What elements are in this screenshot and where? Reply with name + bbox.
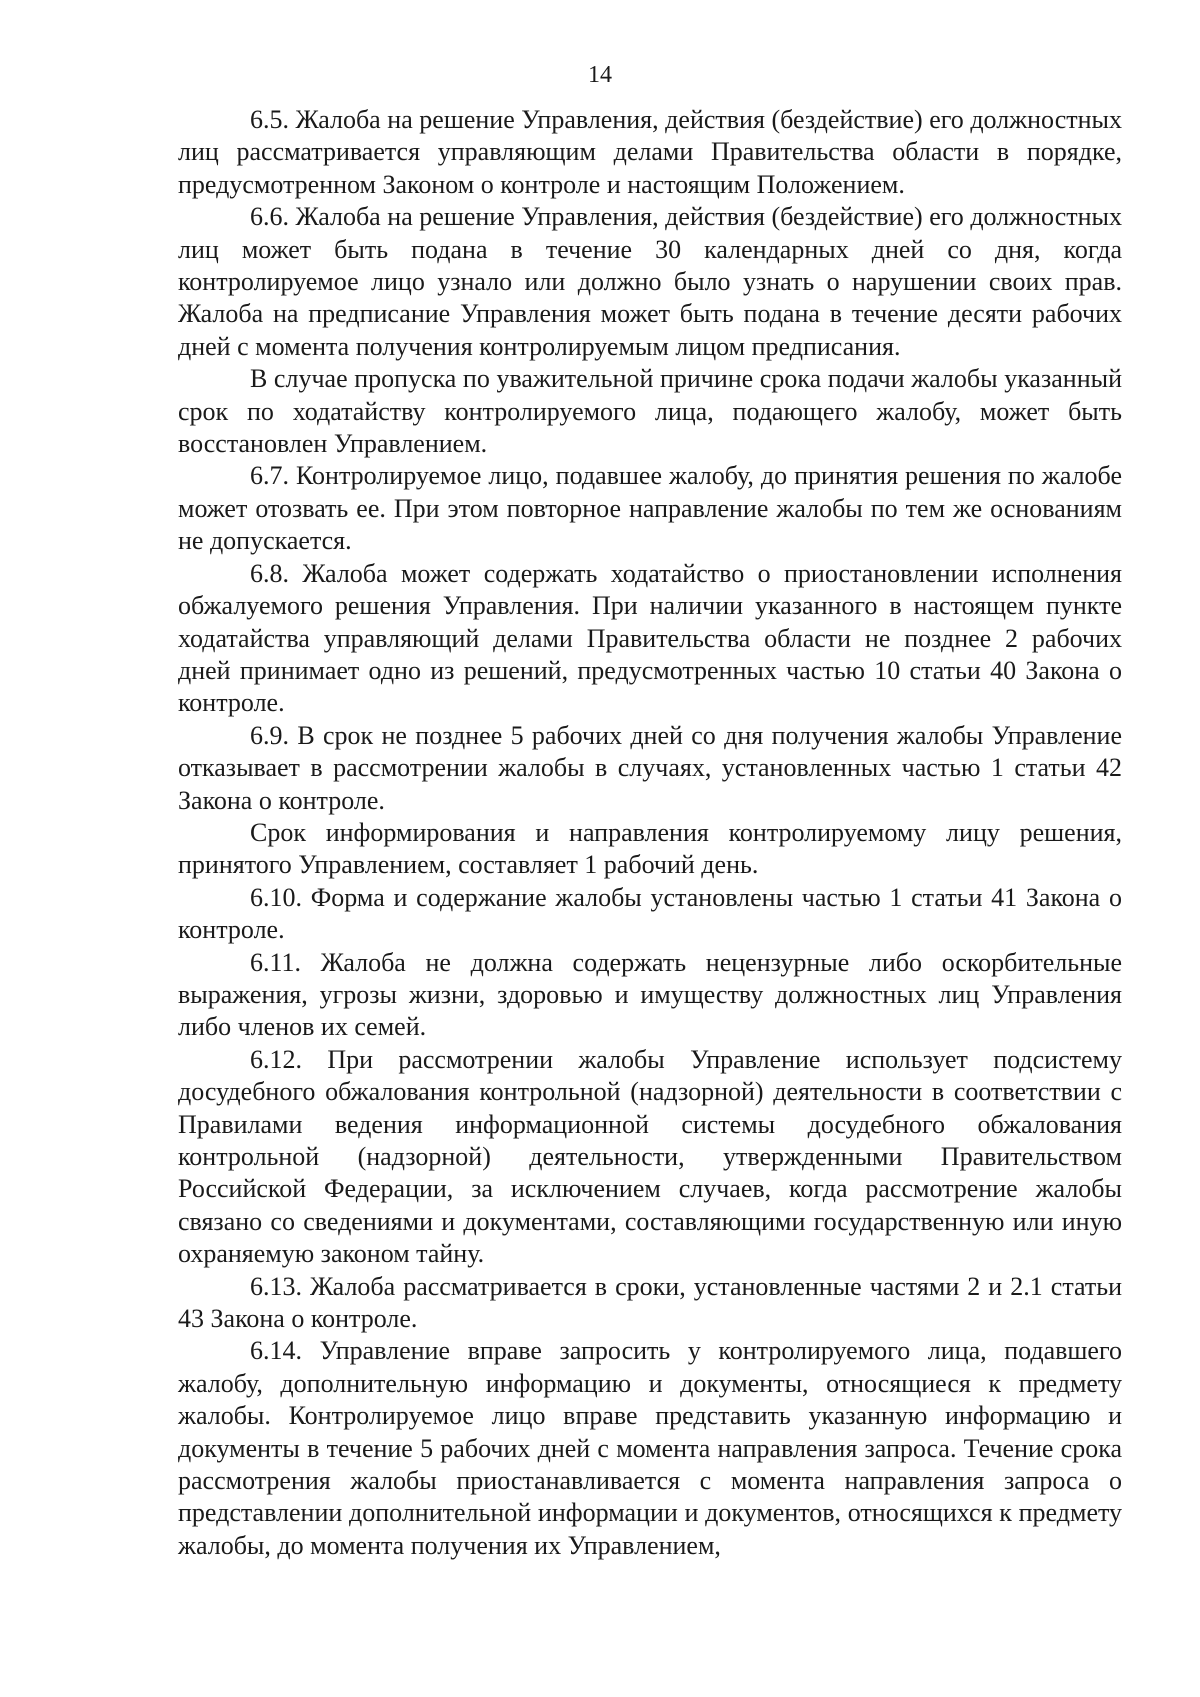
paragraph-6-6-restoration: В случае пропуска по уважительной причине срока подачи жалобы указанный срок по ходатайству контролируемого лица, подающего жалобу, может быть восстановлен Управлением. <box>178 364 1122 459</box>
paragraph-6-6: 6.6. Жалоба на решение Управления, действия (бездействие) его должностных лиц может быть подана в течение 30 календарных дней со дня, когда контролируемое лицо узнало или должно было узнать о нарушении своих прав. Жалоба на предписание Управления может быть подана в течение десяти рабочих дней с момента получения контролируемым лицом предписания. <box>178 202 1122 361</box>
paragraph-6-9: 6.9. В срок не позднее 5 рабочих дней со дня получения жалобы Управление отказывает в рассмотрении жалобы в случаях, установленных частью 1 статьи 42 Закона о контроле. <box>178 720 1122 815</box>
paragraph-6-5: 6.5. Жалоба на решение Управления, действия (бездействие) его должностных лиц рассматривается управляющим делами Правительства области в порядке, предусмотренном Законом о контроле и настоящим Положением. <box>178 105 1122 199</box>
paragraph-6-12: 6.12. При рассмотрении жалобы Управление использует подсистему досудебного обжалования контрольной (надзорной) деятельности в соответствии с Правилами ведения информационной системы досудебного обжалования контрольной (надзорной) деятельности, утвержденными Правительством Российской Федерации, за исключением случаев, когда рассмотрение жалобы связано со сведениями и документами, составляющими государственную или иную охраняемую законом тайну. <box>178 1044 1122 1269</box>
paragraph-6-13: 6.13. Жалоба рассматривается в сроки, установленные частями 2 и 2.1 статьи 43 Закона о контроле. <box>178 1271 1122 1334</box>
paragraph-6-10: 6.10. Форма и содержание жалобы установлены частью 1 статьи 41 Закона о контроле. <box>178 882 1122 945</box>
paragraph-6-14: 6.14. Управление вправе запросить у контролируемого лица, подавшего жалобу, дополнительную информацию и документы, относящиеся к предмету жалобы. Контролируемое лицо вправе представить указанную информацию и документы в течение 5 рабочих дней с момента направления запроса. Течение срока рассмотрения жалобы приостанавливается с момента направления запроса о представлении дополнительной информации и документов, относящихся к предмету жалобы, до момента получения их Управлением, <box>178 1336 1122 1560</box>
paragraph-6-8: 6.8. Жалоба может содержать ходатайство о приостановлении исполнения обжалуемого решения Управления. При наличии указанного в настоящем пункте ходатайства управляющий делами Правительства области не позднее 2 рабочих дней принимает одно из решений, предусмотренных частью 10 статьи 40 Закона о контроле. <box>178 558 1122 718</box>
page-number: 14 <box>588 62 612 88</box>
paragraph-6-7: 6.7. Контролируемое лицо, подавшее жалобу, до принятия решения по жалобе может отозвать ее. При этом повторное направление жалобы по тем же основаниям не допускается. <box>178 461 1122 556</box>
paragraph-6-11: 6.11. Жалоба не должна содержать нецензурные либо оскорбительные выражения, угрозы жизни, здоровью и имуществу должностных лиц Управления либо членов их семей. <box>178 947 1122 1042</box>
document-body <box>178 104 1122 1562</box>
paragraph-6-9-notification: Срок информирования и направления контролируемому лицу решения, принятого Управлением, составляет 1 рабочий день. <box>178 817 1122 880</box>
